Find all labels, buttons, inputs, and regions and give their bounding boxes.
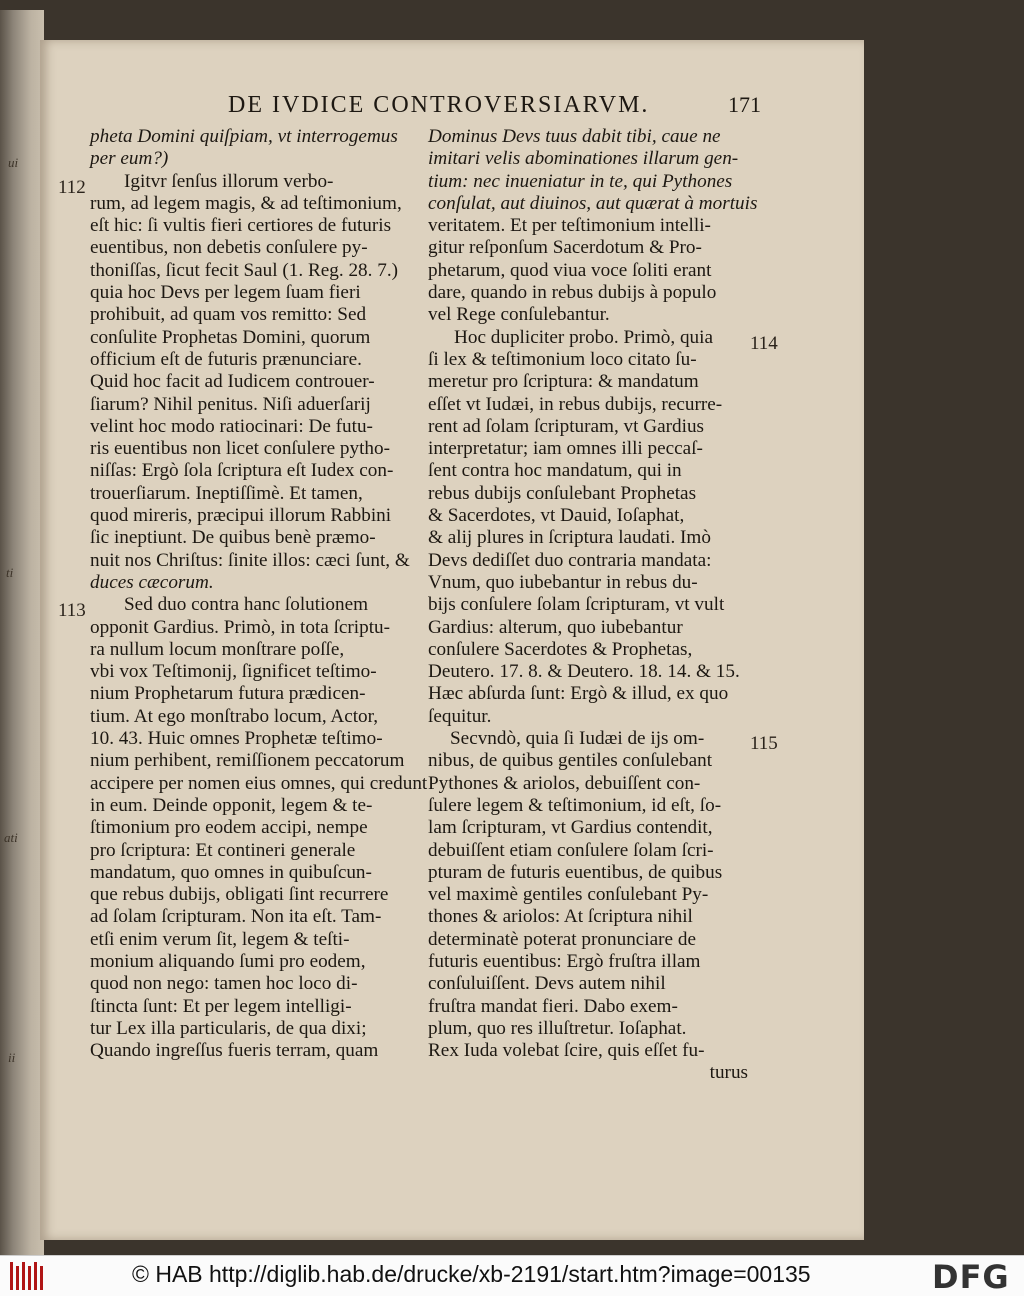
text-line: gitur reſponſum Sacerdotum & Pro-: [428, 237, 702, 259]
text-line: Quando ingreſſus fueris terram, quam: [90, 1040, 379, 1062]
text-line: trouerſiarum. Ineptiſſimè. Et tamen,: [90, 482, 363, 504]
text-line: Deutero. 17. 8. & Deutero. 18. 14. & 15.: [428, 661, 740, 683]
text-line: monium aliquando ſumi pro eodem,: [90, 950, 366, 972]
text-line: etſi enim verum ſit, legem & teſti-: [90, 928, 350, 950]
text-line: vel Rege conſulebantur.: [428, 304, 610, 326]
text-line: ra nullum locum monſtrare poſſe,: [90, 638, 345, 660]
text-line: Hoc dupliciter probo. Primò, quia: [454, 326, 713, 348]
margin-section-number: 115: [750, 733, 778, 754]
dfg-logo: DFG: [932, 1258, 1010, 1296]
text-line: 10. 43. Huic omnes Prophetæ teſtimo-: [90, 728, 383, 750]
text-line: pheta Domini quiſpiam, vt interrogemus: [90, 126, 398, 147]
text-line: Secvndò, quia ſi Iudæi de ijs om-: [450, 728, 705, 750]
text-line: Devs dediſſet duo contraria mandata:: [428, 549, 712, 571]
text-column-right: [428, 126, 758, 1085]
text-line: nuit nos Chriſtus: ſinite illos: cæci ſunt, &: [90, 549, 410, 571]
text-line: in eum. Deinde opponit, legem & te-: [90, 794, 373, 816]
text-line: Igitvr ſenſus illorum verbo-: [124, 170, 334, 192]
text-line: accipere per nomen eius omnes, qui credunt: [90, 772, 428, 794]
text-line: vel maximè gentiles conſulebant Py-: [428, 884, 709, 906]
text-line: opponit Gardius. Primò, in tota ſcriptu-: [90, 616, 391, 638]
text-line: tur Lex illa particularis, de qua dixi;: [90, 1017, 367, 1039]
text-line: conſuluiſſent. Devs autem nihil: [428, 973, 666, 995]
text-line: turus: [709, 1062, 748, 1084]
text-line: ſiarum? Nihil penitus. Niſi aduerſarij: [90, 393, 371, 415]
text-line: rebus dubijs conſulebant Prophetas: [428, 482, 697, 504]
page-number: 171: [728, 92, 761, 117]
text-line: nium Prophetarum futura prædicen-: [90, 683, 366, 705]
text-line: determinatè poterat pronunciare de: [428, 928, 696, 950]
page-header: [40, 92, 864, 124]
text-line: Gardius: alterum, quo iubebantur: [428, 616, 683, 638]
text-line: Pythones & ariolos, debuiſſent con-: [428, 772, 701, 794]
margin-section-number: 112: [58, 177, 86, 198]
text-line: mandatum, quo omnes in quibuſcun-: [90, 861, 372, 883]
text-line: phetarum, quod viua voce ſoliti erant: [428, 259, 712, 281]
text-column-left: [90, 126, 428, 1062]
text-line: eſſet vt Iudæi, in rebus dubijs, recurre-: [428, 393, 723, 415]
text-line: conſulere Sacerdotes & Prophetas,: [428, 638, 693, 660]
text-line: interpretatur; iam omnes illi peccaſ-: [428, 438, 703, 460]
text-line: lam ſcripturam, vt Gardius contendit,: [428, 817, 713, 839]
text-line: debuiſſent etiam conſulere ſolam ſcri-: [428, 839, 714, 861]
text-line: nium perhibent, remiſſionem peccatorum: [90, 750, 405, 772]
text-line: officium eſt de futuris prænunciare.: [90, 348, 362, 370]
text-line: meretur pro ſcriptura: & mandatum: [428, 371, 699, 393]
text-line: quia hoc Devs per legem ſuam fieri: [90, 282, 361, 304]
text-line: & Sacerdotes, vt Dauid, Ioſaphat,: [428, 505, 685, 527]
text-line: ſtincta ſunt: Et per legem intelligi-: [90, 995, 352, 1017]
text-line: pro ſcriptura: Et contineri generale: [90, 839, 356, 861]
text-line: que rebus dubijs, obligati ſint recurrere: [90, 884, 389, 906]
previous-page-edge: [0, 10, 44, 1255]
text-line: niſſas: Ergò ſola ſcriptura eſt Iudex con-: [90, 460, 394, 482]
text-line: plum, quo res illuſtretur. Ioſaphat.: [428, 1017, 687, 1039]
text-line: tium. At ego monſtrabo locum, Actor,: [90, 705, 379, 727]
text-line: ſulere legem & teſtimonium, id eſt, ſo-: [428, 794, 722, 816]
viewer-footer: [0, 1255, 1024, 1296]
text-line: ſtimonium pro eodem accipi, nempe: [90, 817, 368, 839]
text-line: & alij plures in ſcriptura laudati. Imò: [428, 527, 711, 549]
text-line: fruſtra mandat fieri. Dabo exem-: [428, 995, 678, 1017]
copyright-url[interactable]: © HAB http://diglib.hab.de/drucke/xb-2191/start.htm?image=00135: [132, 1261, 811, 1287]
text-line: ſent contra hoc mandatum, qui in: [428, 460, 682, 482]
text-line: veritatem. Et per teſtimonium intelli-: [428, 215, 711, 237]
text-line: Dominus Devs tuus dabit tibi, caue ne: [428, 126, 721, 147]
text-line: per eum?): [90, 148, 169, 170]
running-title: DE IVDICE CONTROVERSIARVM.: [228, 92, 650, 118]
text-line: ſequitur.: [428, 705, 492, 727]
text-line: Sed duo contra hanc ſolutionem: [124, 594, 369, 616]
text-line: ris euentibus non licet conſulere pytho-: [90, 438, 390, 460]
text-line: euentibus, non debetis conſulere py-: [90, 237, 368, 259]
previous-page-mark: ti: [6, 565, 14, 580]
previous-page-mark: ii: [8, 1050, 16, 1065]
previous-page-mark: ui: [8, 155, 19, 170]
text-line: Vnum, quo iubebantur in rebus du-: [428, 571, 698, 593]
text-line: prohibuit, ad quam vos remitto: Sed: [90, 304, 367, 326]
text-line: nibus, de quibus gentiles conſulebant: [428, 750, 713, 772]
text-line: velint hoc modo ratiocinari: De futu-: [90, 415, 373, 437]
text-line: duces cæcorum.: [90, 571, 214, 593]
text-line: Quid hoc facit ad Iudicem controuer-: [90, 371, 375, 393]
text-line: futuris euentibus: Ergò fruſtra illam: [428, 950, 701, 972]
previous-page-mark: ati: [4, 830, 18, 845]
text-line: eſt hic: ſi vultis fieri certiores de futuris: [90, 215, 392, 237]
text-line: bijs conſulere ſolam ſcripturam, vt vult: [428, 594, 725, 616]
hab-logo-icon: [8, 1260, 48, 1292]
text-line: pturam de futuris euentibus, de quibus: [428, 861, 723, 883]
text-line: conſulat, aut diuinos, aut quærat à mortuis: [428, 192, 758, 214]
book-page: [40, 40, 864, 1240]
text-line: quod non nego: tamen hoc loco di-: [90, 973, 358, 995]
text-line: quod mireris, præcipui illorum Rabbini: [90, 505, 392, 527]
text-line: vbi vox Teſtimonij, ſignificet teſtimo-: [90, 661, 377, 683]
text-line: Rex Iuda volebat ſcire, quis eſſet fu-: [428, 1040, 705, 1062]
text-line: ſi lex & teſtimonium loco citato ſu-: [428, 348, 697, 370]
text-line: Hæc abſurda ſunt: Ergò & illud, ex quo: [428, 683, 729, 705]
text-line: thones & ariolos: At ſcriptura nihil: [428, 906, 693, 928]
text-line: ſic ineptiunt. De quibus benè præmo-: [90, 527, 376, 549]
margin-section-number: 113: [58, 600, 86, 621]
text-line: tium: nec inueniatur in te, qui Pythones: [428, 170, 733, 192]
text-line: rum, ad legem magis, & ad teſtimonium,: [90, 192, 402, 214]
text-line: ad ſolam ſcripturam. Non ita eſt. Tam-: [90, 906, 382, 928]
text-line: rent ad ſolam ſcripturam, vt Gardius: [428, 415, 705, 437]
text-line: thoniſſas, ſicut fecit Saul (1. Reg. 28. 7.): [90, 259, 399, 281]
text-line: conſulite Prophetas Domini, quorum: [90, 326, 371, 348]
text-line: dare, quando in rebus dubijs à populo: [428, 282, 717, 304]
margin-section-number: 114: [750, 333, 778, 354]
text-line: imitari velis abominationes illarum gen-: [428, 148, 739, 170]
